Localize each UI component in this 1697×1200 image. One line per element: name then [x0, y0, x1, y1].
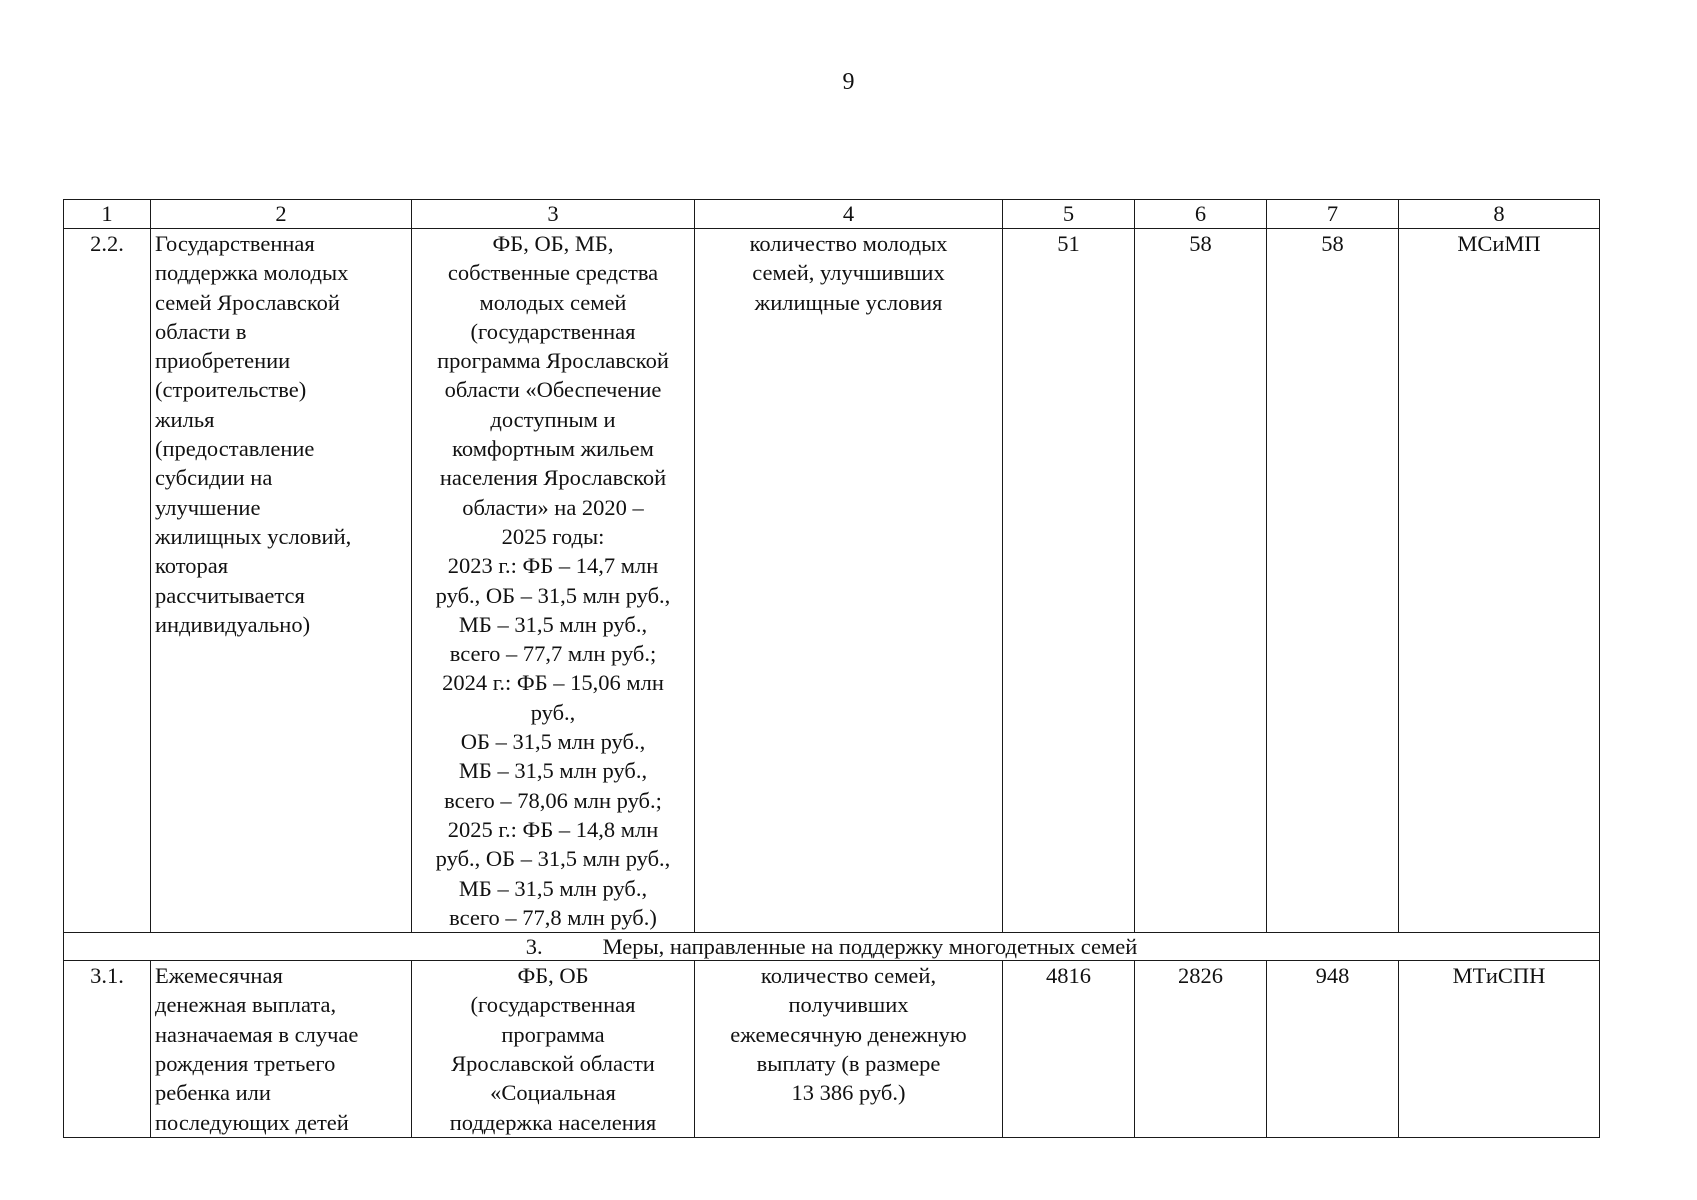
executor: МТиСПН [1399, 961, 1600, 1138]
text-line: индивидуально) [155, 611, 311, 637]
value-col-6: 58 [1135, 229, 1267, 933]
measure-name [151, 961, 412, 1138]
text-line: количество семей, [760, 963, 937, 989]
text-line: жилищных условий, [155, 523, 352, 549]
header-cell-6: 6 [1135, 200, 1267, 229]
value-col-5: 4816 [1003, 961, 1135, 1138]
header-cell-5: 5 [1003, 200, 1135, 229]
text-line: 13 386 руб.) [791, 1080, 906, 1106]
text-line: назначаемая в случае [155, 1021, 359, 1047]
indicator [695, 961, 1003, 1138]
text-line: 2023 г.: ФБ – 14,7 млн [447, 553, 659, 579]
measures-table [63, 199, 1600, 1138]
table-row-2-2 [64, 229, 1600, 933]
text-line: рассчитывается [155, 582, 305, 608]
text-line: поддержка молодых [155, 260, 349, 286]
text-line: ОБ – 31,5 млн руб., [460, 729, 646, 755]
text-line: рождения третьего [155, 1051, 336, 1077]
text-line: (государственная [470, 992, 636, 1018]
text-line: ФБ, ОБ, МБ, [492, 231, 614, 256]
text-line: семей, улучшивших [752, 260, 945, 286]
section-title: Меры, направленные на поддержку многодетных семей [602, 934, 1138, 960]
indicator [695, 229, 1003, 933]
text-line: (государственная [470, 318, 636, 344]
header-cell-4: 4 [695, 200, 1003, 229]
text-line: 2024 г.: ФБ – 15,06 млн [442, 670, 664, 696]
text-line: «Социальная [490, 1080, 616, 1106]
text-line: Ежемесячная [155, 963, 283, 989]
text-line: 2025 г.: ФБ – 14,8 млн [447, 816, 659, 842]
row-number: 2.2. [64, 229, 151, 933]
text-line: МБ – 31,5 млн руб., [458, 758, 648, 784]
text-line: (предоставление [155, 436, 315, 462]
header-cell-7: 7 [1267, 200, 1399, 229]
table-row-3-1 [64, 961, 1600, 1138]
text-line: руб., [530, 699, 576, 725]
text-line: которая [155, 553, 229, 579]
text-line: Государственная [155, 231, 315, 256]
funding-source [412, 229, 695, 933]
text-line: МБ – 31,5 млн руб., [458, 611, 648, 637]
text-line: количество молодых [749, 231, 948, 256]
row-number: 3.1. [64, 961, 151, 1138]
text-line: субсидии на [155, 465, 273, 491]
text-line: Ярославской области [451, 1051, 655, 1077]
text-line: денежная выплата, [155, 992, 337, 1018]
header-cell-2: 2 [151, 200, 412, 229]
text-line: собственные средства [447, 260, 659, 286]
text-line: поддержка населения [449, 1109, 657, 1135]
text-line: улучшение [155, 494, 261, 520]
text-line: (строительстве) [155, 377, 307, 403]
value-col-7: 58 [1267, 229, 1399, 933]
measure-name [151, 229, 412, 933]
text-line: доступным и [490, 406, 616, 432]
header-cell-3: 3 [412, 200, 695, 229]
header-cell-8: 8 [1399, 200, 1600, 229]
text-line: населения Ярославской [439, 465, 667, 491]
text-line: 2025 годы: [501, 523, 605, 549]
section-number: 3. [525, 934, 543, 960]
text-line: всего – 78,06 млн руб.; [444, 787, 662, 813]
value-col-6: 2826 [1135, 961, 1267, 1138]
text-line: программа Ярославской [437, 348, 669, 374]
page-number: 9 [842, 69, 855, 95]
text-line: руб., ОБ – 31,5 млн руб., [435, 582, 671, 608]
text-line: последующих детей [155, 1109, 349, 1135]
text-line: всего – 77,7 млн руб.; [449, 641, 657, 667]
text-line: выплату (в размере [756, 1051, 941, 1077]
text-line: ежемесячную денежную [730, 1021, 967, 1047]
value-col-7: 948 [1267, 961, 1399, 1138]
section-heading [64, 933, 1600, 961]
text-line: ФБ, ОБ [517, 963, 589, 989]
text-line: ребенка или [155, 1080, 271, 1106]
text-line: семей Ярославской [155, 289, 340, 315]
text-line: области «Обеспечение [444, 377, 662, 403]
text-line: руб., ОБ – 31,5 млн руб., [435, 846, 671, 872]
text-line: жилья [155, 406, 215, 432]
table-header-row [64, 200, 1600, 229]
text-line: жилищные условия [754, 289, 943, 315]
text-line: программа [501, 1021, 605, 1047]
executor: МСиМП [1399, 229, 1600, 933]
section-row-3 [64, 933, 1600, 961]
text-line: комфортным жильем [452, 436, 654, 462]
text-line: области» на 2020 – [462, 494, 644, 520]
text-line: получивших [788, 992, 909, 1018]
text-line: всего – 77,8 млн руб.) [449, 904, 657, 930]
funding-source [412, 961, 695, 1138]
text-line: области в [155, 318, 247, 344]
text-line: приобретении [155, 348, 291, 374]
text-line: МБ – 31,5 млн руб., [458, 875, 648, 901]
header-cell-1: 1 [64, 200, 151, 229]
value-col-5: 51 [1003, 229, 1135, 933]
text-line: молодых семей [479, 289, 627, 315]
